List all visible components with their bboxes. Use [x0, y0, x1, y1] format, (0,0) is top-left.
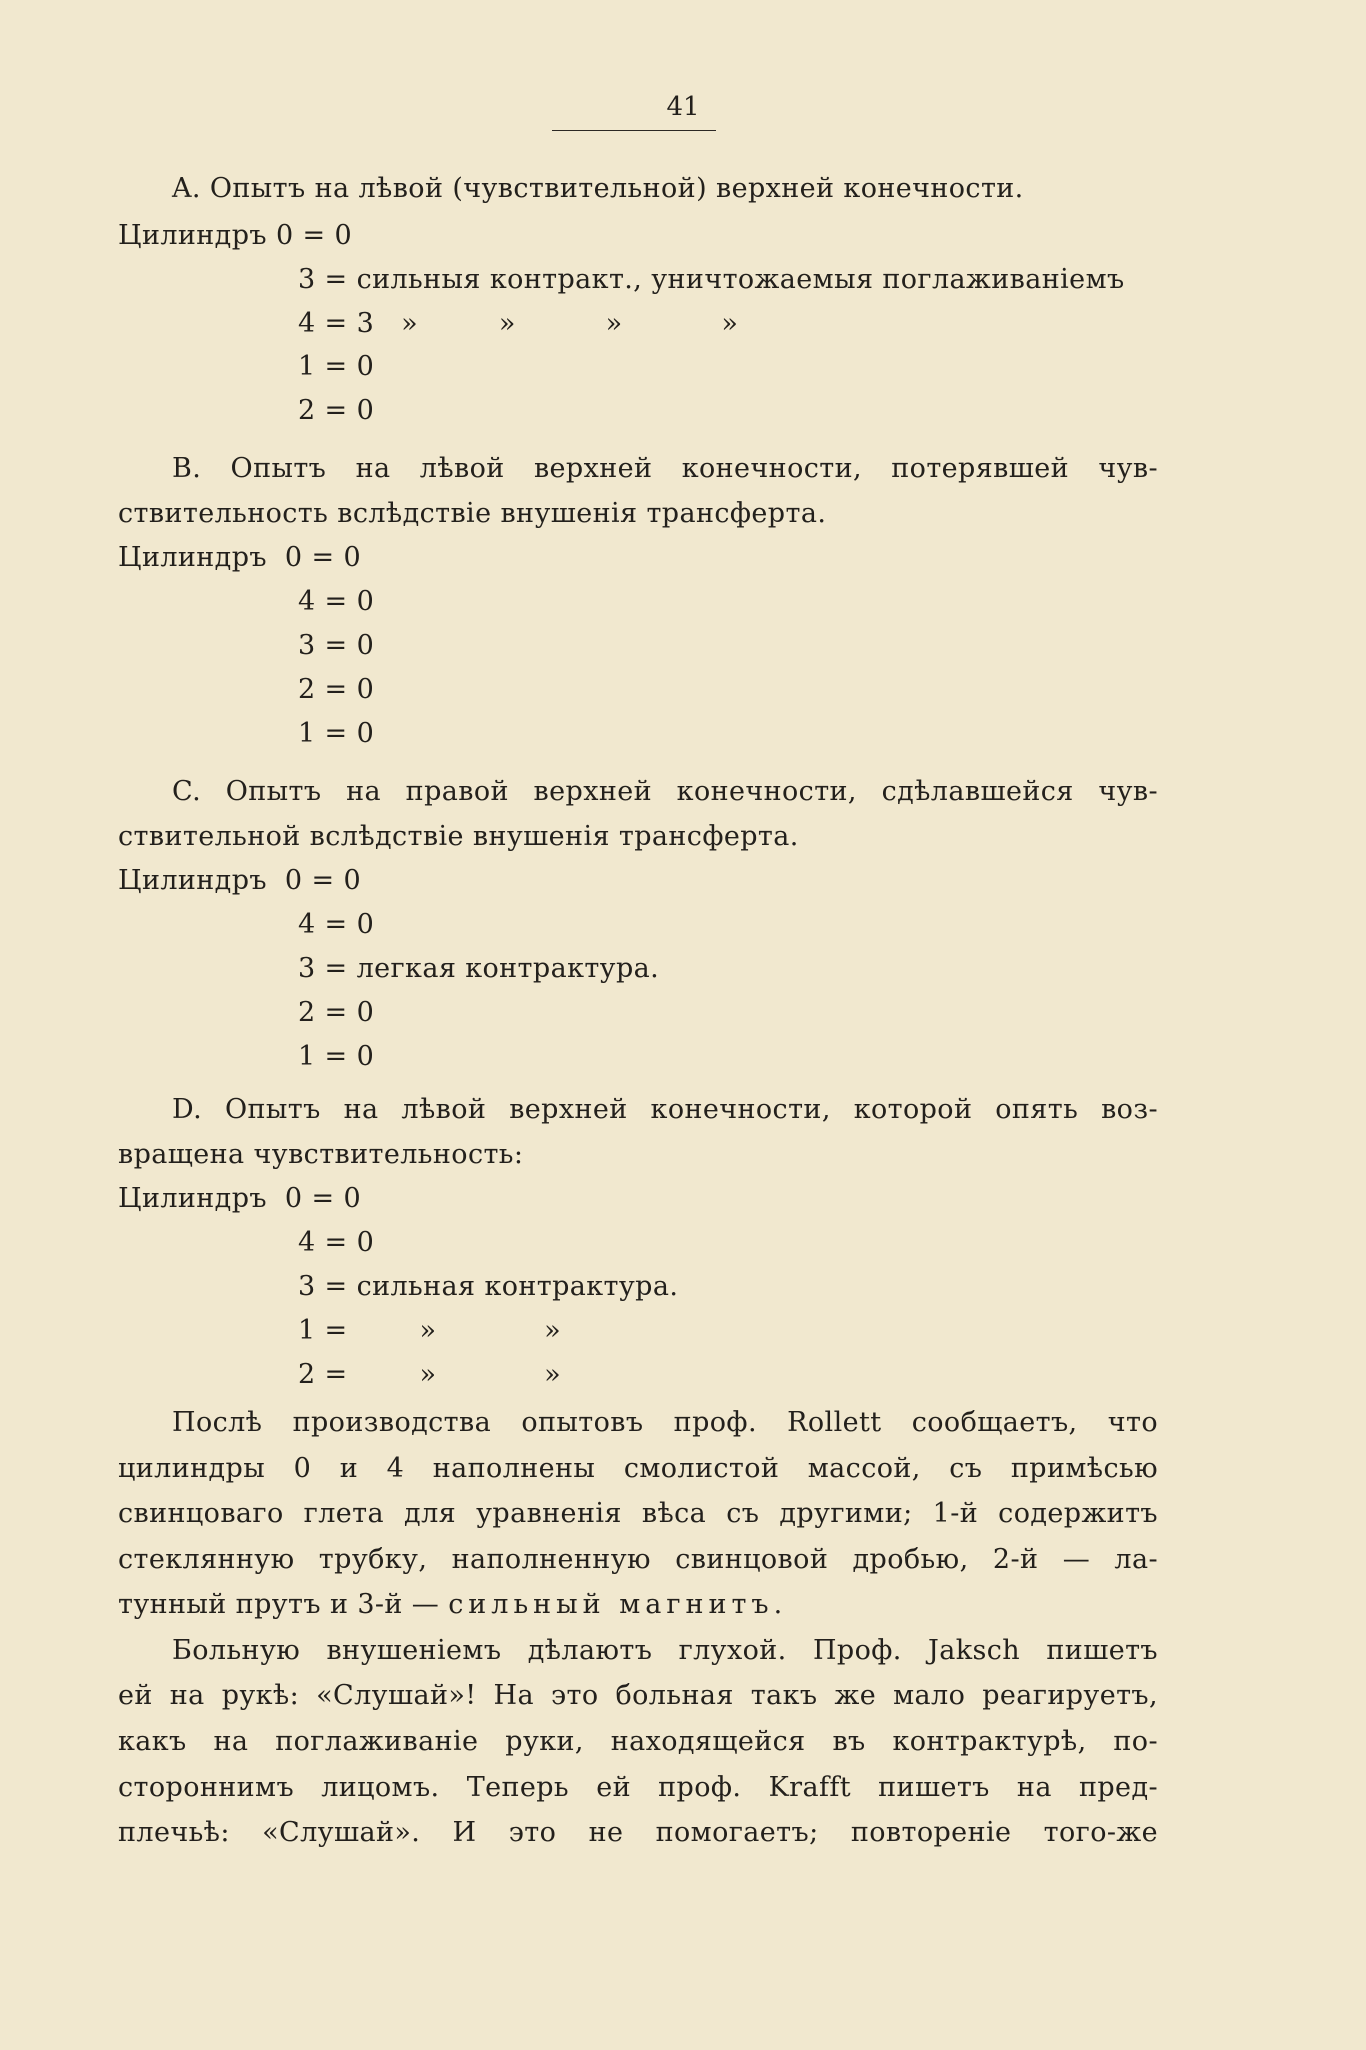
- experiment-d-row: Цилиндръ 0 = 0: [118, 1183, 362, 1214]
- experiment-c-row: 3 = легкая контрактура.: [298, 953, 660, 984]
- experiment-b-row: Цилиндръ 0 = 0: [118, 542, 362, 573]
- paragraph-line: свинцоваго глета для уравненія вѣса съ другими; 1-й содержитъ: [118, 1498, 1158, 1529]
- experiment-a-row: 2 = 0: [298, 395, 375, 426]
- experiment-b-row: 2 = 0: [298, 674, 375, 705]
- experiment-a-heading: A. Опытъ на лѣвой (чувствительной) верхней конечности.: [172, 173, 1024, 204]
- experiment-c-row: 4 = 0: [298, 909, 375, 940]
- experiment-d-heading-cont: вращена чувствительность:: [118, 1139, 524, 1170]
- experiment-c-row: 2 = 0: [298, 997, 375, 1028]
- experiment-d-row: 4 = 0: [298, 1227, 375, 1258]
- experiment-c-row: 1 = 0: [298, 1041, 375, 1072]
- paragraph-last-line: [118, 1588, 787, 1622]
- experiment-b-heading: B. Опытъ на лѣвой верхней конечности, потерявшей чув-: [172, 453, 1158, 484]
- experiment-d-row: 3 = сильная контрактура.: [298, 1271, 679, 1302]
- experiment-a-row: 1 = 0: [298, 351, 375, 382]
- paragraph-line: какъ на поглаживаніе руки, находящейся въ контрактурѣ, по-: [118, 1726, 1158, 1757]
- paragraph-line: Послѣ производства опытовъ проф. Rollett сообщаетъ, что: [172, 1407, 1158, 1438]
- experiment-b-heading-cont: ствительность вслѣдствіе внушенія трансферта.: [118, 498, 827, 529]
- paragraph-line: цилиндры 0 и 4 наполнены смолистой массой, съ примѣсью: [118, 1453, 1158, 1484]
- paragraph-line: плечьѣ: «Слушай». И это не помогаетъ; повтореніе того-же: [118, 1817, 1158, 1848]
- experiment-c-heading-cont: ствительной вслѣдствіе внушенія трансферта.: [118, 821, 799, 852]
- experiment-c-row: Цилиндръ 0 = 0: [118, 865, 362, 896]
- paragraph-line: ей на рукѣ: «Слушай»! На это больная такъ же мало реагируетъ,: [118, 1680, 1158, 1711]
- experiment-c-heading: C. Опытъ на правой верхней конечности, сдѣлавшейся чув-: [172, 776, 1158, 807]
- experiment-a-row: 4 = 3 » » » »: [298, 308, 739, 339]
- paragraph-line: Больную внушеніемъ дѣлаютъ глухой. Проф. Jaksch пишетъ: [172, 1635, 1158, 1666]
- experiment-d-row: 1 = » »: [298, 1315, 562, 1346]
- experiment-b-row: 3 = 0: [298, 630, 375, 661]
- page-number: 41: [666, 92, 700, 122]
- experiment-b-row: 1 = 0: [298, 718, 375, 749]
- experiment-a-row: 3 = сильныя контракт., уничтожаемыя поглаживаніемъ: [298, 264, 1125, 295]
- experiment-d-row: 2 = » »: [298, 1359, 562, 1390]
- header-rule: [552, 130, 716, 131]
- experiment-d-heading: D. Опытъ на лѣвой верхней конечности, которой опять воз-: [172, 1094, 1158, 1125]
- emphasized-text: сильный магнитъ.: [448, 1589, 788, 1620]
- paragraph-line: стороннимъ лицомъ. Теперь ей проф. Krafft пишетъ на пред-: [118, 1772, 1158, 1803]
- experiment-a-row: Цилиндръ 0 = 0: [118, 220, 353, 251]
- experiment-b-row: 4 = 0: [298, 586, 375, 617]
- paragraph-text: тунный прутъ и 3-й —: [118, 1589, 449, 1620]
- paragraph-line: стеклянную трубку, наполненную свинцовой дробью, 2-й — ла-: [118, 1544, 1158, 1575]
